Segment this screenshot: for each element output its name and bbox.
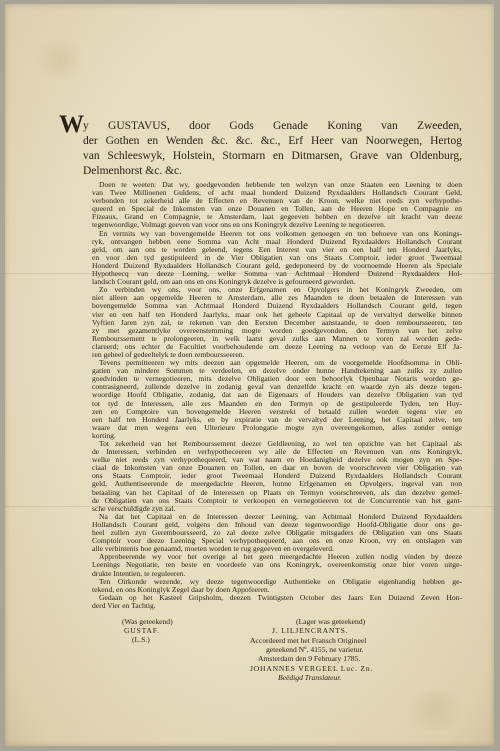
text-line: waare dat men wegens een Ulterieure Prolongatie mogte zyn overeengekomen, alles zonder eenige	[92, 423, 462, 432]
paragraph	[92, 230, 462, 287]
text-line: geld, om aan ons te worden geleend, tegens Een Interest van vier en een half ten Honderd Jaarlyks,	[92, 245, 462, 254]
text-line: vier en een half ten Honderd Jaarlyks, maar ook het geheele Capitaal op de vervaltyd derwelke binnen	[92, 310, 462, 319]
age-stain	[30, 40, 90, 80]
heading-line: van Schleeswyk, Holstein, Stormarn en Ditmarsen, Grave van Oldenburg,	[83, 150, 462, 162]
text-line: een half ten Honderd Jaarlyks, en by expiratie van de vervaltyd der Leening, het Capitaal zelve, ten	[92, 415, 462, 424]
text-line: Tot zekerheid van het Rembourssement deezer Geldleening, zo wel ten opzichte van het Capitaal als	[99, 440, 462, 448]
text-line: de Interessen, verbinden en verhypotheceeren wy alle de Effecten en Revenuen van ons Koningryk,	[92, 448, 462, 457]
text-line: bovengemelde Somma van Achtmaal Honderd Duizend Ryxdaalders Hollandsch Courant geld, tegen	[92, 302, 462, 311]
text-line: Hypotheecq van deeze Leening, welke Somma van Achtmaal Honderd Duizend Ryxdaalders Hol-	[92, 270, 462, 279]
text-line: gatien van mindere Sommen te verdeelen, en dezelve onder hunne Handtekening aan zulks zy zullen	[92, 367, 462, 376]
text-line: ciaal de Inkomsten van onze Douanen en Tollen, en daar en boven de voorschreven vier Obligatien van	[92, 464, 462, 473]
date-line: Amsterdam den 9 February 1785.	[258, 654, 361, 663]
heading	[83, 119, 462, 179]
text-line: Leenings Negotiatie, ten beste en voordeele van ons Koningryk, overeenkomstig onze hier voren uitge-	[92, 561, 462, 570]
text-line: clareerd; ons echter de Facultiet voorbehoudende om deeze Leening na verloop van de Eerste Elf Ja-	[92, 342, 462, 351]
certification-line: Accordeerd met het Fransch Origineel	[250, 636, 367, 645]
text-line: Gedaan op het Kasteel Gripsholm, deezen Twintigsten October des Jaars Een Duizend Zeven Hon-	[99, 593, 462, 602]
text-line: Doen te weeten: Dat wy, goedgevonden hebbende ten welzyn van onze Staaten een Leening te doen	[99, 181, 462, 189]
text-line: van Twee Millioenen Guldens, of acht maal honderd Duizend Ryxdaalders Hollandsch Courant Geld,	[92, 189, 462, 198]
reference-line: geteekend Nº. 4155, ne varietur.	[266, 645, 364, 654]
paragraph	[92, 359, 462, 440]
text-line: betaaling van het Capitaal of de Interessen op Plaats en Termyn voorschreeven, als dan dezelve gemel-	[92, 488, 462, 497]
text-line: ryk, ontvangen hebben eene Somma van Acht maal Honderd Duizend Ryxdaalders Hollandsch Courant	[92, 237, 462, 246]
text-line: Tevens permitteeren wy mits deezen aan opgemelde Heeren, om de voorgemelde Hoofdsomma in Obli-	[99, 359, 462, 368]
text-line: Approbeerende wy voor het overige al het geen meergedachte Heeren zullen nodig vinden by deeze	[99, 553, 462, 562]
signature-right-name: J. LILJENCRANTS.	[272, 626, 349, 635]
heading-line: y GUSTAVUS, door Gods Genade Koning van Zweeden,	[83, 120, 462, 132]
text-line: Fizeaux, Grand en Compagnie, te Amsterdam, laat gegeeven hebben en dezelve uit kracht van deeze	[92, 213, 462, 222]
age-stain	[400, 690, 470, 730]
paragraph	[92, 440, 462, 513]
text-line: tot tyd de Interessen, alle zes Maanden en den Termyn op de gestipuleerde Tyden, ten Huy-	[92, 399, 462, 408]
signature-left-name: GUSTAF.	[124, 626, 160, 635]
text-line: zen en Comptoire van bovengemelde Heeren verstrekt of betaald zullen worden tegens vier en	[92, 407, 462, 416]
text-line: En vermits wy van bovengemelde Heeren tot ons volkomen genoegen en ten behoeve van ons Konings-	[99, 229, 462, 238]
paragraph	[92, 578, 462, 594]
translator-name: JOHANNES VERGEEL Luc. Zn.	[250, 664, 374, 673]
text-line: Rembourssement te prolongeeren, in welk laatst geval zulks aan Mannen te voren zal worden gede-	[92, 334, 462, 343]
text-line: Comptoir voor deeze Leening Special verhypothequeerd, aan ons en onze Kroon, vry en ontslagen van	[92, 537, 462, 546]
text-line: geld, Authentiseerende de meergedachte Heeren, hunne Erfgenamen en Opvolgers, ingeval van non	[92, 480, 462, 489]
text-line: derd Vier en Tachtig.	[92, 601, 156, 610]
paragraph	[92, 513, 462, 553]
text-line: Zo verbinden wy ons, voor ons, onze Erfgenamen en Opvolgers in het Koningryk Zweeden, om	[99, 286, 462, 295]
text-line: Na dat het Capitaal en de Interessen deezer Leening, van Achtmaal Honderd Duizend Ryxdaalders	[99, 512, 462, 521]
text-line: zy met gezamentlyke overeenstemming mogte worden goedgevonden, den Termyn van het zelve	[92, 326, 462, 335]
text-line: queerd en Special de Inkomsten van onze Douanen en Tollen, aan de Heeren Hope en Compagnie en	[92, 205, 462, 214]
text-line: tegenwoordige, Volmagt geeven van voor ons en ons Koningryk dezelve Leening te negotieeren.	[92, 221, 386, 230]
text-line: alle verbintenis hoe genaamd, moeten worden te rug gegeeven en overgeleverd.	[92, 545, 334, 554]
text-line: de Obligatien van ons Staats Comptoir te verkoopen en vernegotieeren tot de Concurrentie van het gant-	[92, 496, 462, 505]
paragraph	[92, 181, 462, 230]
text-line: ren geheel of gedeeltelyk te doen remboursseeren.	[92, 350, 245, 359]
seal-mark: (L.S.)	[132, 635, 150, 644]
text-line: goedvinden te vernegotieeren, mits dezelve Obligatien door een behoorlyk Openbaar Notaris worden ge-	[92, 375, 462, 384]
text-line: landsch Courant geld, om aan ons en ons Koningryk dezelve is gefourneerd geworden.	[92, 278, 356, 287]
text-line: woordige Hoofd Obligatie, zodanig, dat aan de Eigenaars of Houders van dezelve Obligatien van tyd	[92, 391, 462, 400]
text-line: tekend, en ons Koninglyk Zegel daar by doen Appofeeren.	[92, 585, 270, 594]
text-line: verbonden tot zekerheid alle de Effecten en Revenuen van de Kroon, welke niet reeds zyn verhypothe-	[92, 197, 462, 206]
text-line: en voor den tyd gestipuleerd in de Vier Obligatien van ons Staats Comptoir, ieder groot Tweemaal	[92, 253, 462, 262]
signature-right-note: (Lager was geteekend)	[296, 617, 366, 626]
text-line: niet alleen aan opgemelde Heeren te Amsterdam, alle zes Maanden te doen betaalen de Interessen van	[92, 294, 462, 303]
signature-left-note: (Was geteekend)	[122, 617, 173, 626]
text-line: drukte Intentien, te reguleeren.	[92, 569, 186, 578]
text-line: Hollandsch Courant geld, volgens den Inhoud van deeze tegenwoordige Hoofd-Obligatie door ons ge-	[92, 520, 462, 529]
paragraph	[92, 594, 462, 610]
text-line: heel zullen zyn Geremboursseerd, zo zal deeze zelve Obligatie mitsgaders de Obligatien van ons Staats	[92, 529, 462, 538]
text-line: korting.	[92, 431, 116, 440]
text-line: Ten Oirkonde wezende, wy deeze tegenwoordige Authentieke en Obligatie eigenhandig hebben ge-	[99, 577, 462, 586]
heading-line: der Gothen en Wenden &c. &c. &c., Erf Heer van Noorwegen, Hertog	[83, 135, 462, 147]
heading-line: Delmenhorst &c. &c.	[83, 165, 183, 177]
text-line: Honderd Duizend Ryxdaalders Hollandsch Courant geld, gedeponeerd by de voornoemde Heeren als Speciale	[92, 261, 462, 270]
text-line: sche verschuldigde zyn zal.	[92, 504, 176, 513]
text-line: welke niet reeds zyn verhypothequeerd, van wat naam en Hoedanigheid dezelve ook mogen zyn en Spe-	[92, 456, 462, 465]
translator-title: Beëdigd Translateur.	[278, 673, 342, 682]
paragraph	[92, 553, 462, 577]
drop-cap: W	[59, 111, 84, 138]
body-text	[92, 181, 462, 610]
text-line: ons Staats Comptoir, ieder groot Tweemaal Honderd Duizend Ryxdaalders Hollandsch Courant	[92, 472, 462, 481]
text-line: contrasigneerd, zullende dezelve in zodanig geval van denzelfde kracht en waarde zyn als deeze tegen-	[92, 383, 462, 392]
paragraph	[92, 286, 462, 359]
text-line: Vyftien Jaren zyn zal, te rekenen van den Eersten December aanstaande, te doen remboursseeren, ten	[92, 318, 462, 327]
